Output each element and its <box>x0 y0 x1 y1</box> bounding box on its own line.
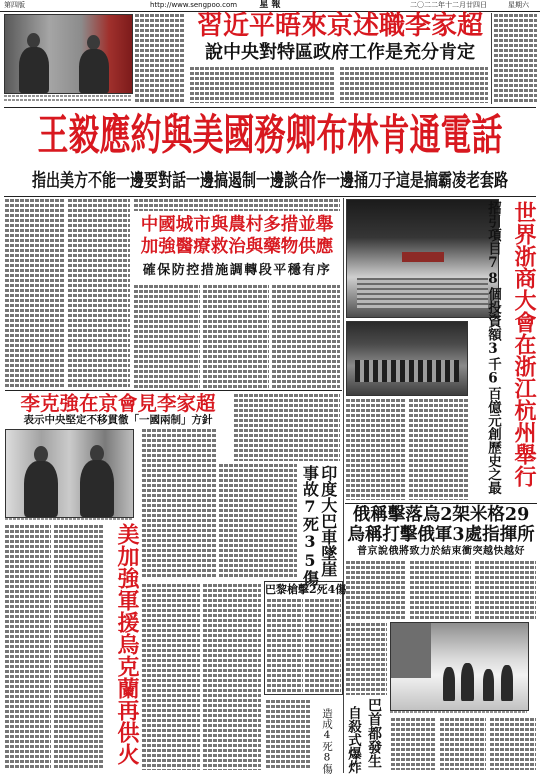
headline-ukraine-line2: 烏稱打擊俄軍3處指揮所 <box>347 525 535 545</box>
subhead-xi-meets-lee: 說中央對特區政府工作是充分肯定 <box>205 42 475 63</box>
section-rule <box>4 107 536 108</box>
photo-snow-street <box>390 622 529 711</box>
body-text-column <box>5 525 51 770</box>
photo-li-keqiang-meeting <box>5 429 134 518</box>
photo-xi-meets-lee <box>4 14 133 94</box>
body-text-column <box>391 718 436 770</box>
body-text-column <box>494 14 537 103</box>
body-text-column <box>5 199 65 388</box>
body-text-column <box>142 584 200 770</box>
headline-paris-shooting: 巴黎槍擊2死4傷 <box>265 583 347 596</box>
headline-covid-line2: 加強醫療救治與藥物供應 <box>140 237 334 257</box>
body-text-column <box>272 285 340 388</box>
issue-weekday: 星期六 <box>508 1 529 9</box>
body-text-column <box>490 718 536 770</box>
website-url: http://www.sengpoo.com <box>150 1 238 9</box>
subhead-zhejiang: 招引項目78個投資額3千6百億元創歷史之最 <box>485 201 501 495</box>
headline-zhejiang: 世界浙商大會在浙江杭州舉行 <box>511 201 537 487</box>
body-text-column <box>267 599 303 692</box>
issue-date: 二〇二二年十二月廿四日 <box>410 1 487 9</box>
body-text-column <box>409 399 469 500</box>
body-text-column <box>346 561 406 619</box>
body-text-column <box>346 399 406 500</box>
body-text-column <box>135 14 185 103</box>
body-text-column <box>305 599 341 692</box>
body-text-column <box>54 525 104 770</box>
subhead-covid: 確保防控措施調轉段平穩有序 <box>142 263 332 278</box>
headline-ukraine-line1: 俄稱擊落烏2架米格29 <box>352 505 530 525</box>
body-text-column <box>346 623 387 695</box>
newspaper-name: 星 報 <box>259 0 281 10</box>
body-text-column <box>410 561 471 619</box>
subhead-li-keqiang: 表示中央堅定不移貫徹「一國兩制」方針 <box>23 414 213 426</box>
headline-xi-meets-lee: 習近平晤來京述職李家超 <box>196 11 483 41</box>
photo-conference-hall <box>346 199 499 318</box>
column-rule <box>343 198 344 773</box>
headline-wang-yi: 王毅應約與美國務卿布林肯通電話 <box>37 110 503 161</box>
column-rule <box>491 13 492 104</box>
body-text-column <box>203 285 269 388</box>
subhead-pakistan: 造成4死8傷 <box>321 708 333 774</box>
body-text-column <box>234 394 340 461</box>
headline-india-bus-line1: 印度大巴車墜崖 <box>318 465 338 577</box>
headline-pakistan-line1: 巴首都發生 <box>366 698 382 768</box>
subhead-ukraine: 普京說俄將致力於結束衝突越快越好 <box>357 546 525 557</box>
body-text-column <box>142 429 216 579</box>
photo-caption <box>4 95 131 103</box>
headline-covid-line1: 中國城市與農村多措並舉 <box>140 215 334 235</box>
body-text-column <box>219 464 297 579</box>
body-text-column <box>68 199 130 388</box>
page-number: 第四版 <box>4 1 25 9</box>
body-text-column <box>203 584 261 770</box>
headline-india-bus <box>300 465 337 586</box>
subhead-wang-yi: 指出美方不能一邊要對話一邊搞遏制一邊談合作一邊捅刀子這是搞霸凌老套路 <box>32 170 508 192</box>
body-text-column <box>440 718 486 770</box>
body-text-column <box>340 67 488 103</box>
photo-caption <box>5 518 132 522</box>
headline-li-keqiang: 李克強在京會見李家超 <box>20 392 216 415</box>
section-rule <box>5 390 342 391</box>
headline-pakistan-line2: 自殺式爆炸 <box>345 706 361 774</box>
section-rule <box>4 196 536 197</box>
body-text-column <box>475 561 536 619</box>
headline-us-aid-ukraine: 美加強軍援烏克蘭再供火 <box>114 523 140 765</box>
body-text-column <box>134 285 200 388</box>
body-text-column <box>266 700 310 770</box>
headline-india-bus-line2: 事故7死35傷 <box>300 465 320 586</box>
photo-caption <box>390 711 527 715</box>
photo-stage-group <box>346 321 468 396</box>
body-text-column <box>134 199 340 211</box>
section-rule <box>345 503 537 504</box>
body-text-column <box>190 67 335 103</box>
